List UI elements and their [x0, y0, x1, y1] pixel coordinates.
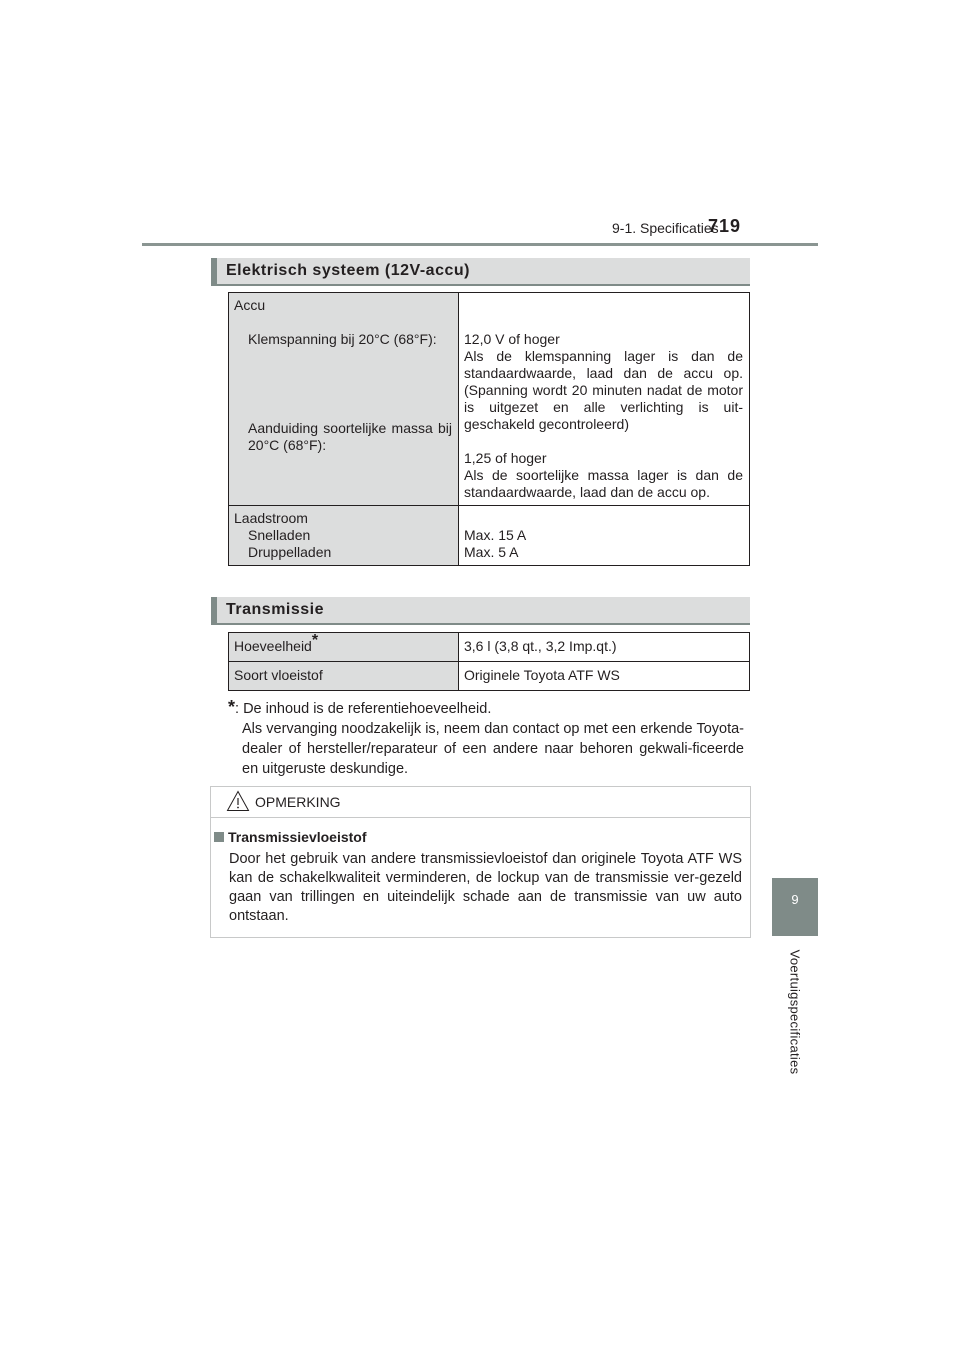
footnote-line1: : De inhoud is de referentiehoeveelheid.	[235, 701, 492, 717]
chapter-label-text: Voertuigspecificaties	[787, 949, 803, 1075]
klemspanning-value: 12,0 V of hoger	[464, 331, 560, 347]
note-label: OPMERKING	[255, 794, 341, 810]
note-box	[210, 786, 751, 938]
laadstroom-value-cell	[459, 506, 750, 566]
accu-label: Accu	[234, 297, 266, 313]
laadstroom-label: Laadstroom	[234, 510, 308, 526]
soortelijke-massa-value: 1,25 of hoger	[464, 450, 547, 466]
header-rule	[142, 243, 818, 246]
hoeveelheid-value: 3,6 l (3,8 qt., 3,2 Imp.qt.)	[459, 633, 750, 662]
soort-vloeistof-label: Soort vloeistof	[229, 662, 459, 691]
electrical-heading-text: Elektrisch systeem (12V-accu)	[226, 262, 470, 279]
chapter-tab: 9	[772, 878, 818, 936]
hoeveelheid-label-cell	[229, 633, 459, 662]
soortelijke-massa-note: Als de soortelijke massa lager is dan de standaardwaarde, laad dan de accu op.	[464, 467, 743, 500]
footnote-star: *	[228, 697, 236, 717]
footnote-body: Als vervanging noodzakelijk is, neem dan contact op met een erkende Toyota-dealer of hersteller/reparateur of een andere naar behoren gekwali-ficeerde en uitgeruste deskundige.	[242, 721, 744, 777]
hoeveelheid-label: Hoeveelheid	[234, 638, 312, 654]
snelladen-value: Max. 15 A	[464, 527, 527, 543]
table-row	[229, 293, 750, 506]
note-title	[214, 829, 367, 845]
druppelladen-value: Max. 5 A	[464, 544, 519, 560]
klemspanning-label: Klemspanning bij 20°C (68°F):	[248, 331, 437, 347]
laadstroom-label-cell	[229, 506, 459, 566]
accu-value-cell	[459, 293, 750, 506]
snelladen-label: Snelladen	[248, 527, 311, 543]
table-row	[229, 633, 750, 662]
square-bullet-icon	[214, 832, 224, 842]
note-body: Door het gebruik van andere transmissievloeistof dan originele Toyota ATF WS kan de schakelkwaliteit verminderen, de lockup van de transmissie ver-gezeld gaan van trillingen en uiteindelijk schade aan de transmissie van uw auto ontstaan.	[229, 851, 742, 924]
transmission-section-heading	[211, 597, 750, 625]
note-title-text: Transmissievloeistof	[228, 829, 367, 845]
footnote-marker: *	[311, 632, 319, 649]
electrical-section-heading	[211, 258, 750, 286]
section-title: 9-1. Specificaties	[612, 220, 719, 236]
druppelladen-label: Druppelladen	[248, 544, 332, 560]
soort-vloeistof-value: Originele Toyota ATF WS	[459, 662, 750, 691]
accu-label-cell	[229, 293, 459, 506]
table-row	[229, 662, 750, 691]
klemspanning-note: Als de klemspanning lager is dan de standaardwaarde, laad dan de accu op. (Spanning wordt 20 minuten nadat de motor is uitgezet en alle verlichting is uit-geschakeld gecontroleerd)	[464, 348, 743, 432]
chapter-label	[771, 944, 819, 1080]
transmission-heading-text: Transmissie	[226, 601, 324, 618]
electrical-spec-table	[228, 292, 750, 566]
soortelijke-massa-label: Aanduiding soortelijke massa bij 20°C (68°F):	[248, 420, 452, 453]
footnote	[228, 697, 744, 779]
table-row	[229, 506, 750, 566]
note-header	[211, 787, 750, 818]
transmission-spec-table	[228, 632, 750, 691]
page-number: 719	[708, 216, 742, 236]
warning-triangle-icon	[226, 790, 250, 812]
